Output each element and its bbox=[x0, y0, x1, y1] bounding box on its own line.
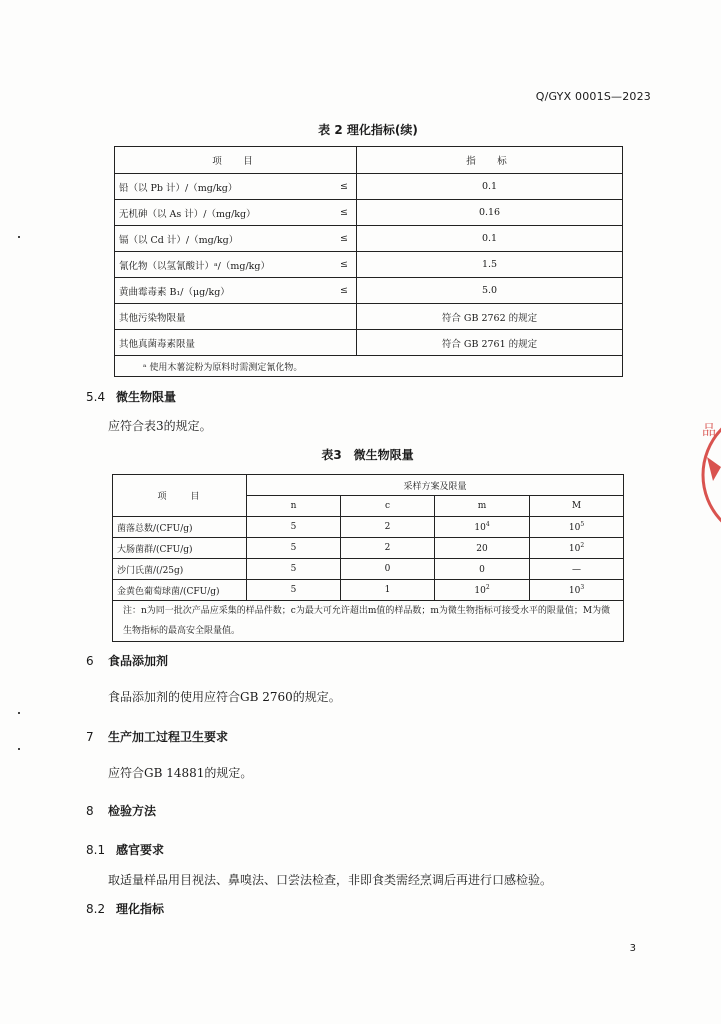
table2-row-label: 黄曲霉毒素 B₁/（μg/kg） bbox=[115, 278, 315, 304]
table2-row-label: 无机砷（以 As 计）/（mg/kg） bbox=[115, 200, 315, 226]
table3-row-c: 1 bbox=[341, 580, 435, 601]
table3-header-c: c bbox=[341, 496, 435, 517]
table2-row-value: 5.0 bbox=[357, 278, 623, 304]
scan-dot bbox=[18, 712, 20, 714]
table2-row-label: 其他真菌毒素限量 bbox=[115, 330, 357, 356]
table2-row-value: 0.1 bbox=[357, 226, 623, 252]
section-8-1-text: 取适量样品用目视法、鼻嗅法、口尝法检查，非即食类需经烹调后再进行口感检验。 bbox=[108, 873, 553, 887]
section-7-text: 应符合GB 14881的规定。 bbox=[108, 766, 253, 780]
table3-row-M: $10^2$ bbox=[530, 538, 624, 559]
table2-physicochemical bbox=[114, 146, 623, 377]
table3-row-n: 5 bbox=[247, 517, 341, 538]
table2-row-op: ≤ bbox=[315, 200, 357, 226]
table3-row-n: 5 bbox=[247, 559, 341, 580]
section-8-2-heading bbox=[86, 900, 164, 917]
table2-header-item: 项 目 bbox=[115, 147, 357, 174]
table-row bbox=[115, 330, 623, 356]
section-7-heading bbox=[86, 728, 228, 745]
table3-row-c: 2 bbox=[341, 538, 435, 559]
scan-dot bbox=[18, 236, 20, 238]
table-row bbox=[113, 517, 624, 538]
section-title: 感官要求 bbox=[116, 843, 165, 857]
section-number: 7 bbox=[86, 730, 94, 744]
table3-row-m: 20 bbox=[435, 538, 530, 559]
section-number: 5.4 bbox=[86, 390, 106, 404]
table3-caption: 表3 微生物限量 bbox=[321, 448, 414, 462]
table2-row-value: 符合 GB 2761 的规定 bbox=[357, 330, 623, 356]
section-title: 生产加工过程卫生要求 bbox=[108, 730, 229, 744]
table-row bbox=[115, 226, 623, 252]
table-row bbox=[113, 580, 624, 601]
scan-dot bbox=[18, 748, 20, 750]
table3-row-n: 5 bbox=[247, 580, 341, 601]
document-code: Q/GYX 0001S—2023 bbox=[535, 90, 651, 103]
table3-row-n: 5 bbox=[247, 538, 341, 559]
table2-header-row bbox=[115, 147, 623, 174]
table2-row-label: 其他污染物限量 bbox=[115, 304, 357, 330]
section-number: 8.1 bbox=[86, 843, 106, 857]
section-title: 微生物限量 bbox=[116, 390, 177, 404]
section-6-heading bbox=[86, 652, 168, 669]
table3-header-M: M bbox=[530, 496, 624, 517]
table3-header-item: 项 目 bbox=[113, 475, 247, 517]
table3-header-n: n bbox=[247, 496, 341, 517]
table-row bbox=[113, 538, 624, 559]
svg-text:品: 品 bbox=[702, 423, 716, 439]
section-title: 检验方法 bbox=[108, 804, 157, 818]
table3-note: 注：n为同一批次产品应采集的样品件数；c为最大可允许超出m值的样品数；m为微生物指标可接受水平的限量值；M为微生物指标的最高安全限量值。 bbox=[113, 601, 624, 642]
table-row bbox=[115, 278, 623, 304]
section-8-heading bbox=[86, 802, 156, 819]
table3-row-label: 大肠菌群/(CFU/g) bbox=[113, 538, 247, 559]
table2-caption: 表 2 理化指标(续) bbox=[318, 123, 418, 137]
table2-row-label: 铅（以 Pb 计）/（mg/kg） bbox=[115, 174, 315, 200]
table3-row-m: $10^4$ bbox=[435, 517, 530, 538]
seal-icon bbox=[699, 405, 721, 545]
table3-row-label: 菌落总数/(CFU/g) bbox=[113, 517, 247, 538]
table2-row-op: ≤ bbox=[315, 174, 357, 200]
table3-row-m: 0 bbox=[435, 559, 530, 580]
company-seal bbox=[699, 405, 721, 545]
section-5-4-heading bbox=[86, 388, 176, 405]
table3-row-M: $10^3$ bbox=[530, 580, 624, 601]
table3-header-plan: 采样方案及限量 bbox=[247, 475, 624, 496]
section-title: 食品添加剂 bbox=[108, 654, 169, 668]
table-row bbox=[115, 200, 623, 226]
table-row bbox=[115, 304, 623, 330]
section-title: 理化指标 bbox=[116, 902, 165, 916]
table3-microbial bbox=[112, 474, 624, 642]
table-row bbox=[115, 252, 623, 278]
table3-row-c: 0 bbox=[341, 559, 435, 580]
table2-row-op: ≤ bbox=[315, 252, 357, 278]
table2-row-label: 镉（以 Cd 计）/（mg/kg） bbox=[115, 226, 315, 252]
table2-header-index: 指 标 bbox=[357, 147, 623, 174]
table3-row-label: 沙门氏菌/(/25g) bbox=[113, 559, 247, 580]
table3-row-m: $10^2$ bbox=[435, 580, 530, 601]
table3-header-m: m bbox=[435, 496, 530, 517]
table2-row-value: 1.5 bbox=[357, 252, 623, 278]
table2-row-value: 0.1 bbox=[357, 174, 623, 200]
section-number: 8 bbox=[86, 804, 94, 818]
table2-row-label: 氰化物（以氢氰酸计）ᵃ/（mg/kg） bbox=[115, 252, 315, 278]
table3-row-M: — bbox=[530, 559, 624, 580]
table-row bbox=[115, 174, 623, 200]
page-number: 3 bbox=[629, 943, 636, 954]
table-row bbox=[113, 559, 624, 580]
table2-row-op: ≤ bbox=[315, 278, 357, 304]
section-6-text: 食品添加剂的使用应符合GB 2760的规定。 bbox=[108, 690, 341, 704]
section-8-1-heading bbox=[86, 841, 164, 858]
table3-row-c: 2 bbox=[341, 517, 435, 538]
section-number: 6 bbox=[86, 654, 94, 668]
table2-row-op: ≤ bbox=[315, 226, 357, 252]
table2-row-value: 符合 GB 2762 的规定 bbox=[357, 304, 623, 330]
section-5-4-text: 应符合表3的规定。 bbox=[108, 419, 212, 433]
table3-row-M: $10^5$ bbox=[530, 517, 624, 538]
table2-footnote: ᵃ 使用木薯淀粉为原料时需测定氰化物。 bbox=[115, 356, 623, 377]
table2-row-value: 0.16 bbox=[357, 200, 623, 226]
section-number: 8.2 bbox=[86, 902, 106, 916]
table3-row-label: 金黄色葡萄球菌/(CFU/g) bbox=[113, 580, 247, 601]
